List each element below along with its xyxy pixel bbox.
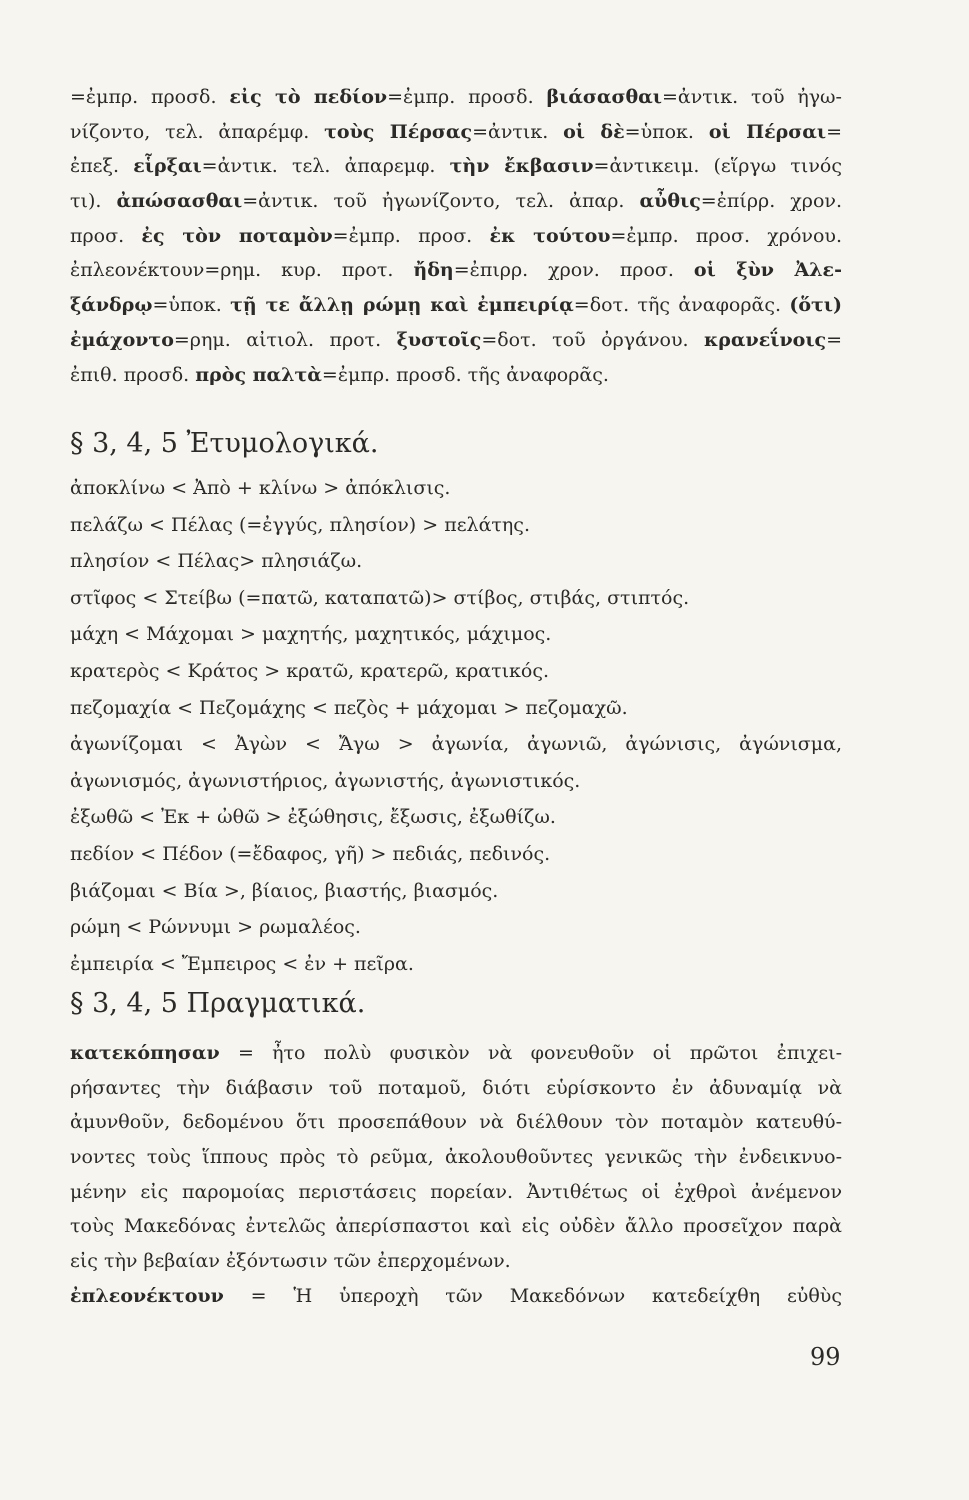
text-run: νοντες τοὺς ἵππους πρὸς τὸ ρεῦμα, ἀκολουθοῦντες γενικῶς τὴν ἐνδεικνυο- (70, 1146, 842, 1169)
text-run: ἐπεξ. (70, 155, 134, 178)
text-run: =ἐμπρ. προσδ. (70, 86, 230, 108)
text-run: =ἀντικ. (472, 120, 564, 143)
text-run: =ἐμπρ. προσ. (332, 224, 490, 247)
bold-term: κρανεΐνοις (704, 328, 827, 351)
text-run: ἀμυνθοῦν, δεδομένου ὅτι προσεπάθουν νὰ διέλθουν τὸν ποταμὸν κατευθύ- (70, 1111, 842, 1134)
parsing-line (70, 80, 842, 115)
etymology-entry: πλησίον < Πέλας> πλησιάζω. (70, 550, 363, 573)
text-run: μένην εἰς παρομοίας περιστάσεις πορείαν. Ἀντιθέτως οἱ ἐχθροὶ ἀνέμενον (70, 1180, 842, 1203)
bold-term: οἱ Πέρσαι (708, 120, 827, 143)
text-run: = ἦτο πολὺ φυσικὸν νὰ φονευθοῦν οἱ πρῶτοι ἐπιχει- (219, 1042, 842, 1064)
bold-term: τῇ τε ἄλλῃ ρώμῃ καὶ ἐμπειρίᾳ (230, 294, 574, 317)
pragmatika-line (70, 1244, 842, 1279)
text-run: =ἐπιρρ. χρον. προσ. (453, 259, 694, 282)
parsing-line (70, 219, 842, 254)
etymology-entry: πεδίον < Πέδον (=ἔδαφος, γῆ) > πεδιάς, πεδινός. (70, 842, 551, 865)
bold-term: ἀπώσασθαι (116, 190, 243, 213)
parsing-line (70, 184, 842, 219)
text-run: =ἐμπρ. προσδ. τῆς ἀναφορᾶς. (321, 363, 609, 386)
parsing-line (70, 149, 842, 184)
bold-term: οἱ δὲ (563, 120, 625, 143)
text-run: τοὺς Μακεδόνας ἐντελῶς ἀπερίσπαστοι καὶ εἰς οὐδὲν ἄλλο προσεῖχον παρὰ (70, 1215, 842, 1238)
bold-term: εἰς τὸ πεδίον (229, 86, 388, 108)
etymology-heading: § 3, 4, 5 Ἐτυμολογικά. (70, 428, 379, 459)
bold-term: πρὸς παλτὰ (195, 363, 322, 386)
etymology-entry: ρώμη < Ρώννυμι > ρωμαλέος. (70, 916, 361, 939)
bold-term: ξυστοῖς (396, 328, 482, 351)
etymology-entry: ἀγωνισμός, ἀγωνιστήριος, ἀγωνιστής, ἀγωνιστικός. (70, 769, 581, 792)
text-run: ἐπιθ. προσδ. (70, 363, 196, 386)
etymology-entry: ἐμπειρία < Ἔμπειρος < ἐν + πεῖρα. (70, 952, 414, 975)
text-run: =ἐμπρ. προσδ. (387, 86, 547, 108)
bold-term: ἐς τὸν ποταμὸν (141, 224, 333, 247)
pragmatika-line (70, 1105, 842, 1140)
bold-term: τοὺς Πέρσας (324, 120, 473, 143)
page-number: 99 (810, 1343, 841, 1371)
text-run: ρήσαντες τὴν διάβασιν τοῦ ποταμοῦ, διότι εὑρίσκοντο ἐν ἀδυναμίᾳ νὰ (70, 1076, 842, 1099)
text-run: =δοτ. τοῦ ὀργάνου. (481, 328, 705, 351)
text-run: προσ. (70, 224, 142, 247)
pragmatika-heading: § 3, 4, 5 Πραγματικά. (70, 988, 366, 1019)
text-run: =ὑποκ. (624, 120, 709, 143)
bold-term: ἐκ τούτου (489, 224, 611, 247)
parsing-line (70, 323, 842, 358)
text-run: =ἀντικ. τελ. ἀπαρεμφ. (201, 155, 450, 178)
bold-term: (ὅτι) (789, 294, 842, 317)
bold-term: βιάσασθαι (546, 86, 662, 108)
bold-term: ἐπλεονέκτουν (70, 1284, 224, 1307)
text-run: =ἀντικ. τοῦ ἠγωνίζοντο, τελ. ἀπαρ. (242, 190, 640, 213)
etymology-entry: βιάζομαι < Βία >, βίαιος, βιαστής, βιασμός. (70, 879, 499, 902)
text-run: =ὑποκ. (152, 294, 231, 317)
pragmatika-line (70, 1175, 842, 1210)
etymology-entry: μάχη < Μάχομαι > μαχητής, μαχητικός, μάχιμος. (70, 623, 552, 646)
etymology-entry: κρατερὸς < Κράτος > κρατῶ, κρατερῶ, κρατικός. (70, 659, 550, 682)
parsing-block (70, 80, 842, 392)
bold-term: εἷρξαι (133, 155, 202, 178)
text-run: =ἐμπρ. προσ. χρόνου. (610, 224, 842, 247)
etymology-entry: ἐξωθῶ < Ἐκ + ὠθῶ > ἐξώθησις, ἔξωσις, ἐξωθίζω. (70, 806, 556, 829)
bold-term: αὖθις (639, 190, 701, 213)
parsing-line (70, 358, 842, 393)
bold-term: οἱ ξὺν Ἀλε- (693, 259, 842, 282)
parsing-line (70, 115, 842, 150)
parsing-line (70, 253, 842, 288)
text-run: =δοτ. τῆς ἀναφορᾶς. (573, 294, 790, 317)
text-run: = (826, 328, 842, 351)
etymology-entry: πεζομαχία < Πεζομάχης < πεζὸς + μάχομαι > πεζομαχῶ. (70, 696, 628, 719)
text-run: =ἀντικειμ. (εἵργω τινός (593, 155, 842, 178)
parsing-line (70, 288, 842, 323)
text-run: = (826, 120, 842, 143)
text-run: ἐπλεονέκτουν (70, 259, 205, 282)
text-run: εἰς τὴν βεβαίαν ἐξόντωσιν τῶν ἐπερχομένων. (70, 1250, 511, 1273)
bold-term: ἤδη (413, 259, 454, 282)
pragmatika-line (70, 1036, 842, 1071)
text-run: =ρημ. κυρ. προτ. (204, 259, 414, 282)
pragmatika-line (70, 1071, 842, 1106)
text-run: =ρημ. αἰτιολ. προτ. (173, 328, 397, 351)
pragmatika-text (70, 1036, 842, 1314)
etymology-entry: ἀγωνίζομαι < Ἀγὼν < Ἄγω > ἀγωνία, ἀγωνιῶ, ἀγώνισις, ἀγώνισμα, (70, 733, 842, 756)
bold-term: κατεκόπησαν (70, 1042, 220, 1064)
text-run: = Ἡ ὑπεροχὴ τῶν Μακεδόνων κατεδείχθη εὐθὺς (223, 1284, 842, 1307)
etymology-entry: στῖφος < Στείβω (=πατῶ, καταπατῶ)> στίβος, στιβάς, στιπτός. (70, 586, 690, 609)
pragmatika-line (70, 1279, 842, 1314)
bold-term: ξάνδρῳ (70, 294, 153, 317)
bold-term: τὴν ἔκβασιν (449, 155, 594, 178)
pragmatika-line (70, 1209, 842, 1244)
bold-term: ἐμάχοντο (70, 328, 174, 351)
etymology-entry: πελάζω < Πέλας (=ἐγγύς, πλησίον) > πελάτης. (70, 513, 530, 536)
text-run: τι). (70, 190, 117, 213)
pragmatika-line (70, 1140, 842, 1175)
etymology-list (70, 470, 842, 982)
text-run: =ἀντικ. τοῦ ἠγω- (662, 86, 842, 108)
text-run: νίζοντο, τελ. ἀπαρέμφ. (70, 120, 325, 143)
text-run: =ἐπίρρ. χρον. (700, 190, 842, 213)
etymology-entry: ἀποκλίνω < Ἀπὸ + κλίνω > ἀπόκλισις. (70, 477, 451, 499)
